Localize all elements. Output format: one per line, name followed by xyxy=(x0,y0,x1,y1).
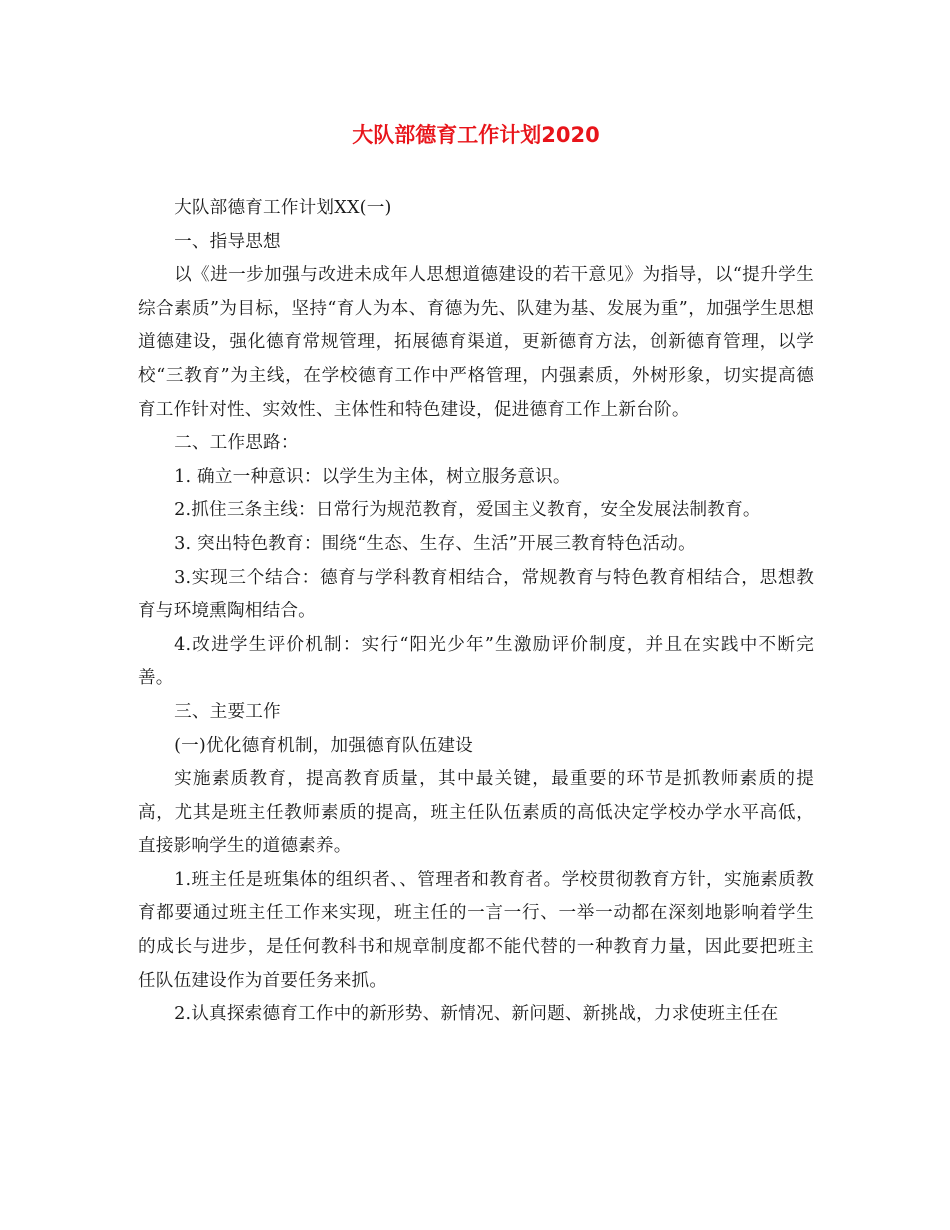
list-item: 1.班主任是班集体的组织者、、管理者和教育者。学校贯彻教育方针，实施素质教育都要通过班主任工作来实现，班主任的一言一行、一举一动都在深刻地影响着学生的成长与进步，是任何教科书和规章制度都不能代替的一种教育力量，因此要把班主任队伍建设作为首要任务来抓。 xyxy=(138,869,814,991)
document-body xyxy=(138,192,814,1032)
section-heading: 一、指导思想 xyxy=(174,231,281,252)
subsection-heading: (一)优化德育机制，加强德育队伍建设 xyxy=(174,735,473,756)
paragraph: 实施素质教育，提高教育质量，其中最关键，最重要的环节是抓教师素质的提高，尤其是班主任教师素质的提高，班主任队伍素质的高低决定学校办学水平高低，直接影响学生的道德素养。 xyxy=(138,769,814,857)
list-item: 4.改进学生评价机制：实行“阳光少年”生激励评价制度，并且在实践中不断完善。 xyxy=(138,634,814,689)
section-heading: 三、主要工作 xyxy=(174,701,281,722)
document-title: 大队部德育工作计划2020 xyxy=(352,123,600,147)
section-heading: 二、工作思路： xyxy=(174,433,299,454)
list-item: 3.实现三个结合：德育与学科教育相结合，常规教育与特色教育相结合，思想教育与环境熏陶相结合。 xyxy=(138,567,814,622)
list-item: 1. 确立一种意识：以学生为主体，树立服务意识。 xyxy=(174,466,571,487)
paragraph: 以《进一步加强与改进未成年人思想道德建设的若干意见》为指导，以“提升学生综合素质”为目标，坚持“育人为本、育德为先、队建为基、发展为重”，加强学生思想道德建设，强化德育常规管理，拓展德育渠道，更新德育方法，创新德育管理，以学校“三教育”为主线，在学校德育工作中严格管理，内强素质，外树形象，切实提高德育工作针对性、实效性、主体性和特色建设，促进德育工作上新台阶。 xyxy=(138,265,814,420)
list-item: 3. 突出特色教育：围绕“生态、生存、生活”开展三教育特色活动。 xyxy=(174,533,696,554)
list-item: 2.认真探索德育工作中的新形势、新情况、新问题、新挑战，力求使班主任在 xyxy=(174,1004,779,1025)
paragraph: 大队部德育工作计划XX(一) xyxy=(174,198,392,218)
list-item: 2.抓住三条主线：日常行为规范教育，爱国主义教育，安全发展法制教育。 xyxy=(174,500,761,521)
